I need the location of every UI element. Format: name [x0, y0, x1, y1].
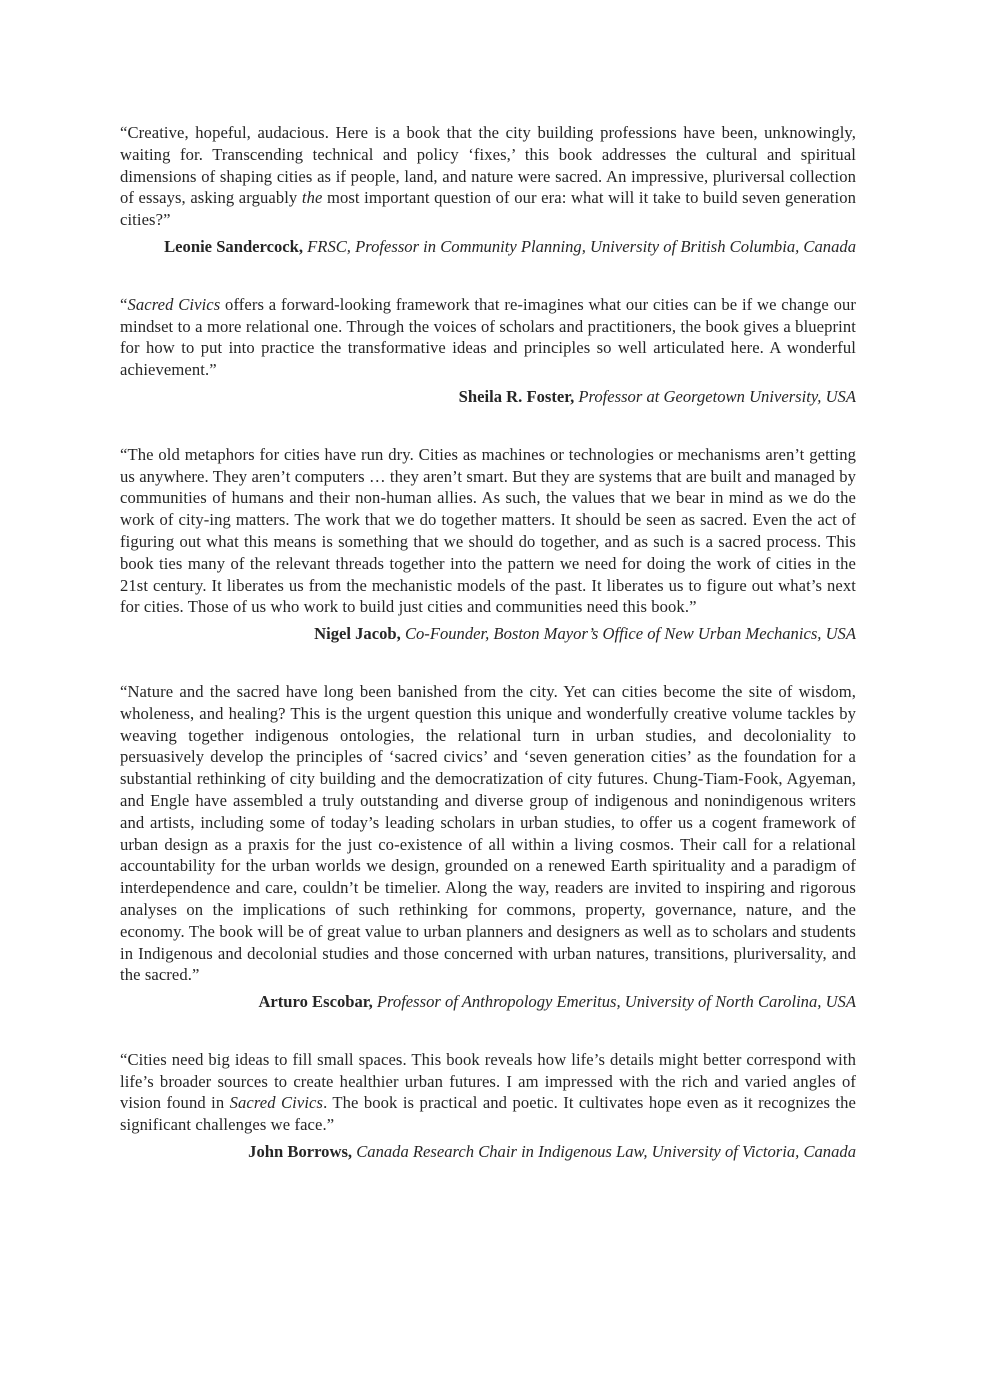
endorsement-attribution [120, 991, 856, 1013]
endorsement-quote [120, 122, 856, 231]
endorser-role: FRSC, Professor in Community Planning, University of British Columbia, Canada [307, 236, 856, 256]
quote-emphasis-text: Sacred Civics [229, 1093, 324, 1113]
quote-emphasis-text: the [301, 188, 323, 208]
quote-text: most important question of our era: what will it take to build seven generation cities?” [120, 188, 856, 230]
endorser-name: Leonie Sandercock, [164, 236, 304, 256]
quote-text: “Creative, hopeful, audacious. Here is a book that the city building professions have been, unknowingly, waiting for. Transcending technical and policy ‘fixes,’ this book addresses the cultural and spiritual dimensions of shaping cities as if people, land, and nature were sacred. An impressive, pluriversal collection of essays, asking arguably [120, 123, 856, 208]
quote-text: offers a forward-looking framework that re-imagines what our cities can be if we change our mindset to a more relational one. Through the voices of scholars and practitioners, the book gives a blueprint for how to put into practice the transformative ideas and principles so well articulated here. A wonderful achievement.” [120, 294, 856, 380]
endorsement-attribution [120, 236, 856, 258]
endorsements-page [120, 122, 856, 1163]
quote-text: “The old metaphors for cities have run dry. Cities as machines or technologies or mechanisms aren’t getting us anywhere. They aren’t computers … they aren’t smart. But they are systems that are built and managed by communities of humans and their non-human allies. As such, the values that we bear in mind as we do the work of city-ing matters. The work that we do together matters. It should be seen as sacred. Even the act of figuring out what this means is something that we should do together, and as such is a sacred process. This book ties many of the relevant threads together into the pattern we need for doing the work of cities in the 21st century. It liberates us from the mechanistic models of the past. It liberates us to figure out what’s next for cities. Those of us who work to build just cities and communities need this book.” [120, 444, 856, 617]
endorsement-block [120, 294, 856, 408]
quote-text: . The book is practical and poetic. It cultivates hope even as it recognizes the significant challenges we face.” [120, 1093, 856, 1135]
endorsements-list [120, 122, 856, 1163]
endorsement-attribution [120, 623, 856, 645]
endorser-name: Sheila R. Foster, [458, 386, 575, 406]
endorsement-quote [120, 681, 856, 986]
endorser-name: Arturo Escobar, [258, 992, 373, 1012]
endorsement-block [120, 444, 856, 645]
endorser-role: Professor of Anthropology Emeritus, University of North Carolina, USA [376, 992, 856, 1012]
endorser-role: Co-Founder, Boston Mayor’s Office of New Urban Mechanics, USA [404, 624, 856, 644]
endorser-role: Professor at Georgetown University, USA [578, 386, 856, 406]
quote-text: “Cities need big ideas to fill small spaces. This book reveals how life’s details might better correspond with life’s broader sources to create healthier urban futures. I am impressed with the rich and varied angles of vision found in [120, 1049, 856, 1113]
endorsement-block [120, 1049, 856, 1163]
endorser-name: Nigel Jacob, [314, 624, 401, 644]
endorser-role: Canada Research Chair in Indigenous Law, University of Victoria, Canada [356, 1142, 856, 1162]
endorser-name: John Borrows, [248, 1142, 353, 1162]
endorsement-attribution [120, 386, 856, 408]
endorsement-quote [120, 1049, 856, 1136]
endorsement-block [120, 122, 856, 258]
quote-text: “Nature and the sacred have long been banished from the city. Yet can cities become the site of wisdom, wholeness, and healing? This is the urgent question this unique and wonderfully creative volume tackles by weaving together indigenous ontologies, the relational turn in urban studies, and decoloniality to persuasively develop the principles of ‘sacred civics’ and ‘seven generation cities’ as the foundation for a substantial rethinking of city building and the democratization of city futures. Chung-Tiam-Fook, Agyeman, and Engle have assembled a truly outstanding and diverse group of indigenous and nonindigenous writers and artists, including some of today’s leading scholars in urban studies, to offer us a cogent framework of urban design as a praxis for the just co-existence of all within a living cosmos. Their call for a relational accountability for the urban worlds we design, grounded on a renewed Earth spirituality and a paradigm of interdependence and care, couldn’t be timelier. Along the way, readers are invited to inspiring and rigorous analyses on the implications of such rethinking for commons, property, governance, nature, and the economy. The book will be of great value to urban planners and designers as well as to scholars and students in Indigenous and decolonial studies and those concerned with urban natures, transitions, pluriversality, and the sacred.” [120, 681, 856, 985]
endorsement-quote [120, 294, 856, 381]
endorsement-block [120, 681, 856, 1013]
quote-text: “ [120, 294, 128, 314]
quote-emphasis-text: Sacred Civics [127, 294, 221, 314]
endorsement-attribution [120, 1141, 856, 1163]
endorsement-quote [120, 444, 856, 618]
